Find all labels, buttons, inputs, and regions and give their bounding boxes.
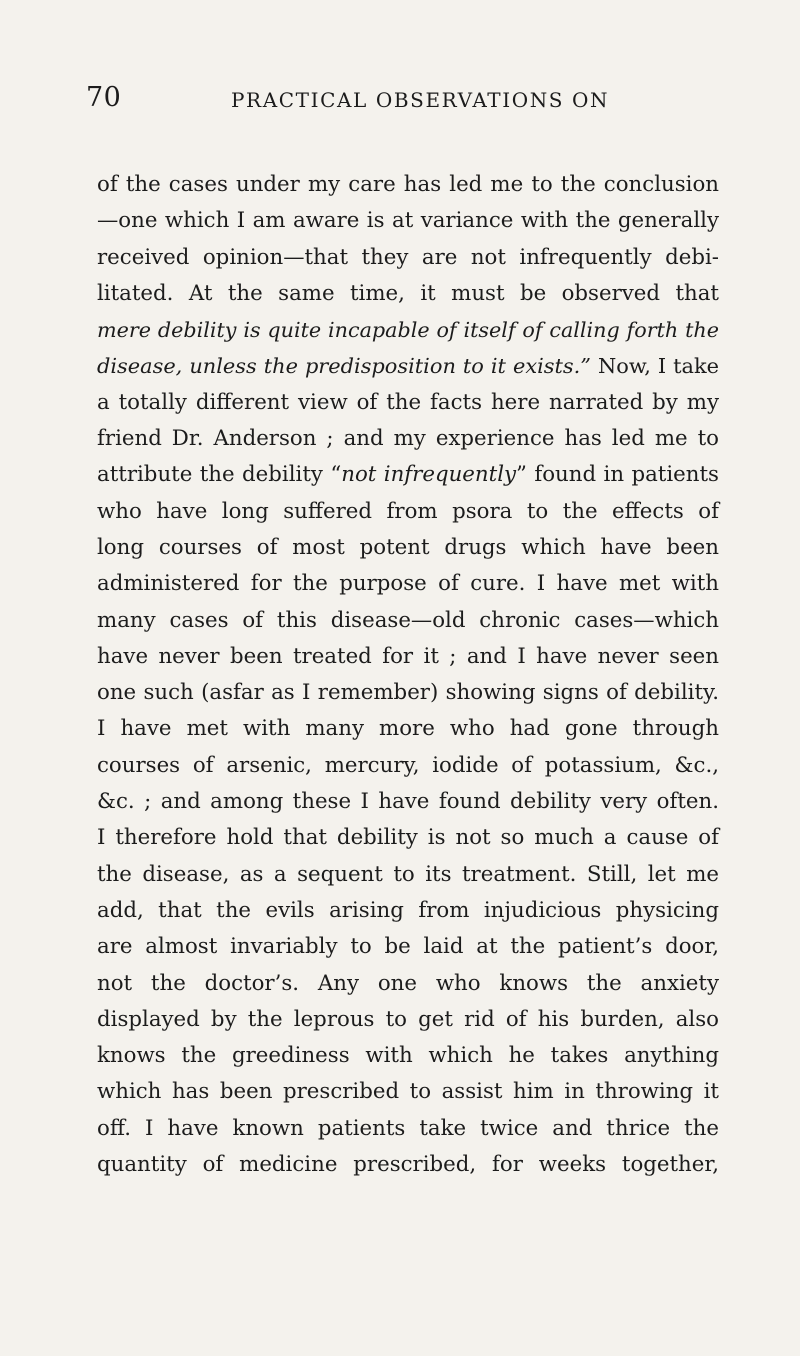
italic-text: mere debility is quite incapable of itself of calling forth the xyxy=(97,318,719,343)
text-line: I therefore hold that debility is not so much a cause of xyxy=(97,825,719,851)
text-line: add, that the evils arising from injudicious physicing xyxy=(97,897,719,923)
text-line: off. I have known patients take twice and thrice the xyxy=(97,1115,719,1141)
roman-text: ” found in patients xyxy=(516,462,719,488)
text-line: —one which I am aware is at variance with the generally xyxy=(97,208,719,234)
text-line: long courses of most potent drugs which have been xyxy=(97,534,719,560)
text-line: who have long suffered from psora to the effects of xyxy=(97,498,719,524)
page-header xyxy=(86,82,726,122)
roman-text: attribute the debility “ xyxy=(97,462,342,488)
text-line: have never been treated for it ; and I have never seen xyxy=(97,643,719,669)
text-line: knows the greediness with which he takes anything xyxy=(97,1043,719,1069)
text-line: many cases of this disease—old chronic cases—which xyxy=(97,607,719,633)
text-line: &c. ; and among these I have found debility very often. xyxy=(97,789,719,815)
text-line: litated. At the same time, it must be observed that xyxy=(97,280,719,306)
roman-text: Now, I take xyxy=(590,354,719,379)
text-line: quantity of medicine prescribed, for weeks together, xyxy=(97,1152,719,1178)
text-line xyxy=(97,312,719,348)
text-line: received opinion—that they are not infrequently debi- xyxy=(97,244,719,270)
text-line xyxy=(97,457,719,493)
text-line: friend Dr. Anderson ; and my experience has led me to xyxy=(97,426,719,452)
text-line: courses of arsenic, mercury, iodide of potassium, &c., xyxy=(97,752,719,778)
text-line xyxy=(97,348,719,384)
body-paragraph xyxy=(97,167,719,1183)
text-line: are almost invariably to be laid at the patient’s door, xyxy=(97,934,719,960)
text-line: displayed by the leprous to get rid of his burden, also xyxy=(97,1006,719,1032)
text-line: not the doctor’s. Any one who knows the anxiety xyxy=(97,970,719,996)
italic-text: not infrequently xyxy=(341,462,517,488)
text-line: a totally different view of the facts here narrated by my xyxy=(97,389,719,415)
text-line: one such (asfar as I remember) showing signs of debility. xyxy=(97,680,719,706)
text-line: the disease, as a sequent to its treatment. Still, let me xyxy=(97,861,719,887)
running-title: PRACTICAL OBSERVATIONS ON xyxy=(231,88,610,112)
page-number: 70 xyxy=(86,82,122,113)
text-line: I have met with many more who had gone through xyxy=(97,716,719,742)
text-line: which has been prescribed to assist him in throwing it xyxy=(97,1079,719,1105)
text-line: of the cases under my care has led me to the conclusion xyxy=(97,172,719,197)
italic-text: disease, unless the predisposition to it exists.” xyxy=(97,354,591,379)
text-line: administered for the purpose of cure. I have met with xyxy=(97,571,719,597)
